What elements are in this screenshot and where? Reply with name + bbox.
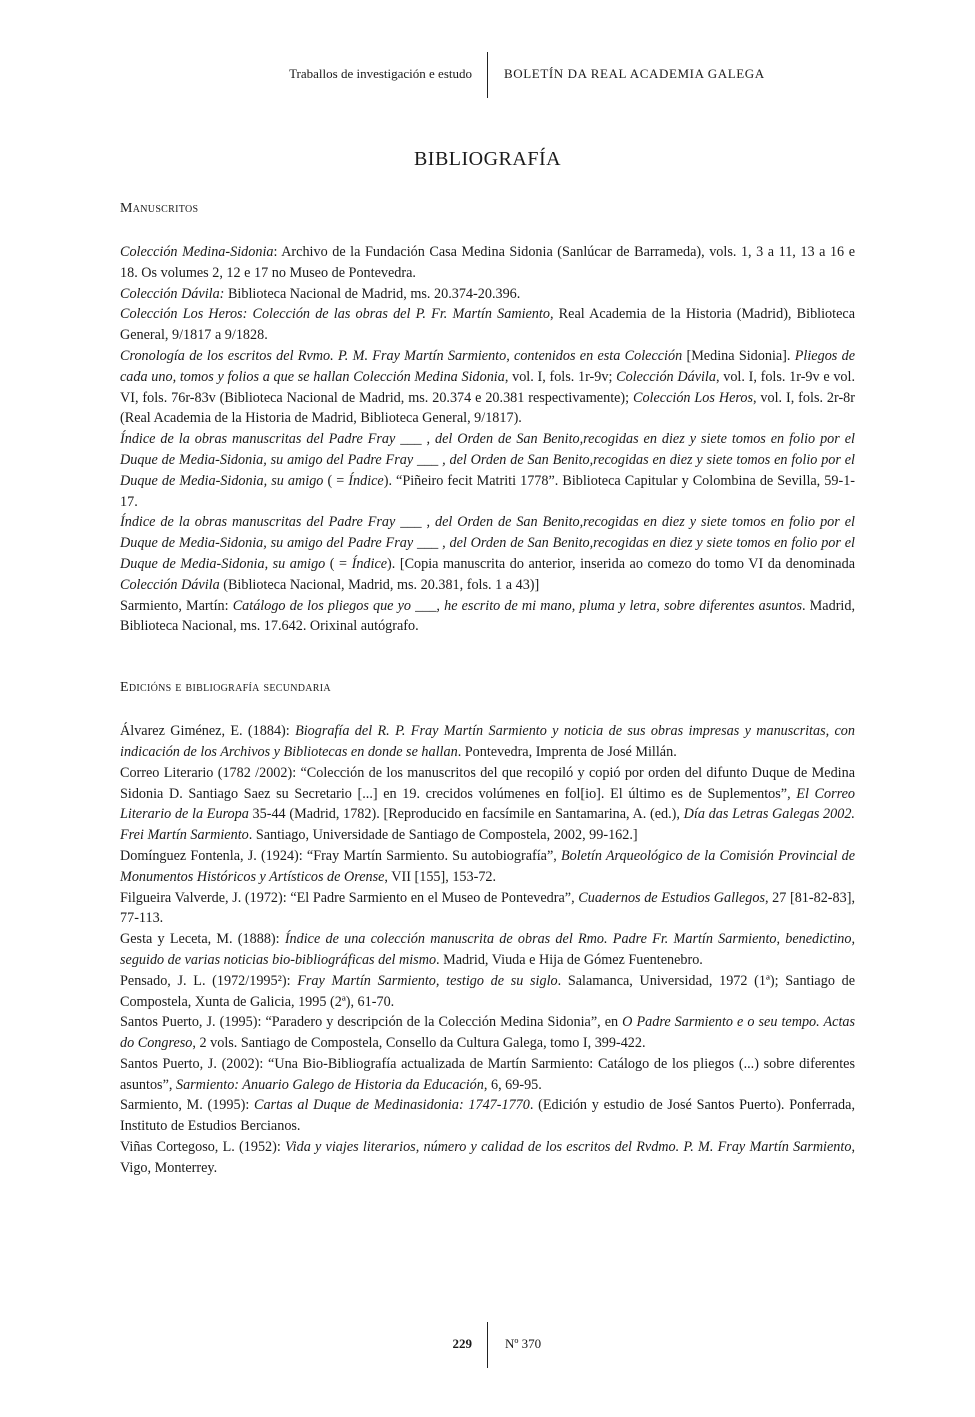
bibliography-entry (120, 346, 855, 429)
entry-text: Sarmiento, Martín: (120, 597, 233, 614)
entry-title-text: Colección Dávila (616, 368, 716, 385)
bibliography-entry (120, 1095, 855, 1137)
entry-title-text: Vida y viajes literarios, número y calidad de los escritos del Rvdmo. P. M. Fray Martín Sarmiento (285, 1139, 852, 1156)
entry-text: Biblioteca Nacional de Madrid, ms. 20.374-20.396. (224, 285, 521, 302)
bibliography-entry (120, 512, 855, 595)
page-title: BIBLIOGRAFÍA (413, 148, 562, 170)
entry-text: , 27 [81-82-83], 77-113. (120, 889, 855, 927)
entry-text: , VII [155], 153-72. (384, 868, 497, 885)
entry-text: [Medina Sidonia]. (682, 347, 795, 364)
entry-text: Álvarez Giménez, E. (1884): (120, 723, 296, 740)
entry-text: Filgueira Valverde, J. (1972): “El Padre Sarmiento en el Museo de Pontevedra”, (120, 889, 579, 906)
entry-title-text: Fray Martín Sarmiento, testigo de su siglo (297, 972, 558, 989)
entry-text: ( = (323, 472, 349, 489)
entry-title-text: Día das Letras Galegas 2002. Frei Martín Sarmiento (120, 806, 855, 844)
entry-title-text: Biografía del R. P. Fray Martín Sarmiento y noticia de sus obras impresas y manuscritas, con indicación de los Archivos y Bibliotecas en donde se hallan (120, 723, 855, 760)
entry-text: . Madrid, Viuda e Hija de Gómez Fuentenebro. (436, 951, 703, 968)
footer-divider (487, 1322, 488, 1368)
bibliography-entry (120, 971, 855, 1013)
entry-text: ( = (325, 555, 352, 572)
entry-title-text: Índice (348, 472, 384, 489)
entry-title-text: Boletín Arqueológico de la Comisión Provincial de Monumentos Históricos y Artísticos de Orense (120, 847, 855, 885)
bibliography-entry (120, 304, 855, 346)
header-divider (487, 52, 488, 98)
section-heading-manuscritos: Manuscritos (120, 201, 199, 216)
entry-title-text: Colección Dávila (120, 576, 220, 593)
entry-title-text: Cronología de los escritos del Rvmo. P. M. Fray Martín Sarmiento, contenidos en esta Colección (120, 347, 683, 364)
entry-text: 35-44 (Madrid, 1782). [Reproducido en facsímile en Santamarina, A. (ed.), (248, 806, 684, 823)
entry-title-text: Cartas al Duque de Medinasidonia: 1747-1770 (254, 1097, 530, 1114)
entry-text: , Vigo, Monterrey. (120, 1139, 855, 1176)
entry-text: ). “Piñeiro fecit Matriti 1778”. Biblioteca Capitular y Colombina de Sevilla, 59-1-17. (120, 472, 856, 510)
entry-title-text: Colección Los Heros (633, 389, 753, 406)
section-heading-edicions: Edicións e bibliografía secundaria (120, 680, 331, 696)
bibliography-entry (120, 429, 855, 512)
entry-title-text: Índice (351, 555, 388, 572)
running-header-left: Traballos de investigación e estudo (289, 66, 472, 81)
bibliography-entry (120, 1137, 855, 1179)
entry-title-text: Índice de una colección manuscrita de obras del Rmo. Padre Fr. Martín Sarmiento, benedictino, seguido de varias noticias bio-bibliográficas del mismo (120, 931, 856, 968)
running-header-right: BOLETÍN DA REAL ACADEMIA GALEGA (504, 66, 765, 81)
bibliography-entry (120, 763, 855, 846)
entry-title-text: Índice de la obras manuscritas del Padre Fray ___ , del Orden de San Benito,recogidas en diez y siete tomos en folio por el Duque de Media-Sidonia, su amigo del Padre Fray ___ , del Orden de San Benito,recogidas en diez y siete tomos en folio por el Duque de Media-Sidonia, su amigo (120, 514, 855, 572)
bibliography-entry (120, 888, 855, 930)
page-number: 229 (452, 1336, 472, 1351)
bibliography-entry (120, 242, 855, 284)
entry-text: , 6, 69-95. (483, 1076, 542, 1093)
page-footer (0, 1322, 975, 1370)
entry-text: , vol. I, fols. 1r-9v; (504, 368, 617, 385)
section-spacer (120, 637, 855, 677)
bibliography-entry (120, 929, 855, 971)
entry-title-text: Sarmiento: Anuario Galego de Historia da Educación (175, 1076, 484, 1093)
entry-text: Santos Puerto, J. (2002): “Una Bio-Bibliografía actualizada de Martín Sarmiento: Catálogo de los pliegos (...) sobre diferentes asuntos”, (120, 1055, 855, 1093)
entry-text: , Real Academia de la Historia (Madrid), Biblioteca General, 9/1817 a 9/1828. (120, 306, 855, 344)
running-header (0, 52, 975, 100)
entry-title-text: Colección Los Heros: Colección de las obras del P. Fr. Martín Samiento (120, 306, 550, 323)
entry-text: , vol. I, fols. 2r-8r (Real Academia de la Historia de Madrid, Biblioteca General, 9/1817). (120, 389, 855, 427)
entry-text: , 2 vols. Santiago de Compostela, Consello da Cultura Galega, tomo I, 399-422. (192, 1035, 646, 1052)
issue-number: Nº 370 (505, 1336, 542, 1351)
entry-title-text: Pliegos de cada uno, tomos y folios a que se hallan Colección Medina Sidonia (120, 347, 855, 385)
bibliography-entry (120, 1054, 855, 1096)
entry-text: . Pontevedra, Imprenta de José Millán. (457, 743, 677, 760)
manuscritos-list (120, 242, 855, 637)
bibliography-entry (120, 596, 855, 638)
entry-text: : Archivo de la Fundación Casa Medina Sidonia (Sanlúcar de Barrameda), vols. 1, 3 a 11, 13 a 16 e 18. Os volumes 2, 12 e 17 no Museo de Pontevedra. (120, 244, 855, 281)
bibliography-body (120, 198, 855, 1179)
entry-title-text: Cuadernos de Estudios Gallegos (578, 889, 765, 906)
entry-text: , vol. I, fols. 1r-9v e vol. VI, fols. 76r-83v (Biblioteca Nacional de Madrid, ms. 20.374 e 20.381 respectivamente); (120, 368, 856, 406)
entry-text: Gesta y Leceta, M. (1888): (120, 931, 285, 948)
entry-text: Sarmiento, M. (1995): (120, 1097, 254, 1114)
entry-title-text: O Padre Sarmiento e o seu tempo. Actas do Congreso (120, 1014, 856, 1052)
entry-title-text: Índice de la obras manuscritas del Padre Fray ___ , del Orden de San Benito,recogidas en diez y siete tomos en folio por el Duque de Media-Sidonia, su amigo del Padre Fray ___ , del Orden de San Benito,recogidas en diez y siete tomos en folio por el Duque de Media-Sidonia, su amigo (120, 431, 855, 489)
bibliography-entry (120, 721, 855, 763)
entry-text: . Salamanca, Universidad, 1972 (1ª); Santiago de Compostela, Xunta de Galicia, 1995 (2ª), 61-70. (120, 972, 855, 1010)
entry-title-text: Colección Dávila: (120, 285, 225, 302)
entry-text: . Madrid, Biblioteca Nacional, ms. 17.642. Orixinal autógrafo. (120, 597, 855, 635)
entry-text: Correo Literario (1782 /2002): “Colección de los manuscritos del que recopiló y copió por orden del difunto Duque de Medina Sidonia D. Santiago Saez su Secretario [...] en 19. crecidos volúmenes en fol[io]. El último es de Suplementos”, (120, 764, 855, 802)
entry-text: Pensado, J. L. (1972/1995²): (120, 972, 298, 989)
bibliography-entry (120, 1012, 855, 1054)
entry-text: Domínguez Fontenla, J. (1924): “Fray Martín Sarmiento. Su autobiografía”, (120, 847, 561, 864)
entry-title-text: Colección Medina-Sidonia (120, 244, 274, 260)
entry-text: . (Edición y estudio de José Santos Puerto). Ponferrada, Instituto de Estudios Bercianos. (120, 1097, 855, 1135)
entry-text: Santos Puerto, J. (1995): “Paradero y descripción de la Colección Medina Sidonia”, en (120, 1014, 623, 1031)
entry-text: Viñas Cortegoso, L. (1952): (120, 1139, 286, 1156)
bibliography-entry (120, 846, 855, 888)
edicions-list (120, 721, 855, 1179)
entry-text: . Santiago, Universidade de Santiago de Compostela, 2002, 99-162.] (248, 827, 638, 844)
entry-title-text: Catálogo de los pliegos que yo ___, he escrito de mi mano, pluma y letra, sobre diferentes asuntos (232, 597, 802, 614)
bibliography-entry (120, 284, 855, 305)
entry-title-text: El Correo Literario de la Europa (120, 785, 855, 823)
entry-text: ). [Copia manuscrita do anterior, inserida ao comezo do tomo VI da denominada (387, 555, 855, 572)
entry-text: (Biblioteca Nacional, Madrid, ms. 20.381, fols. 1 a 43)] (219, 576, 540, 593)
